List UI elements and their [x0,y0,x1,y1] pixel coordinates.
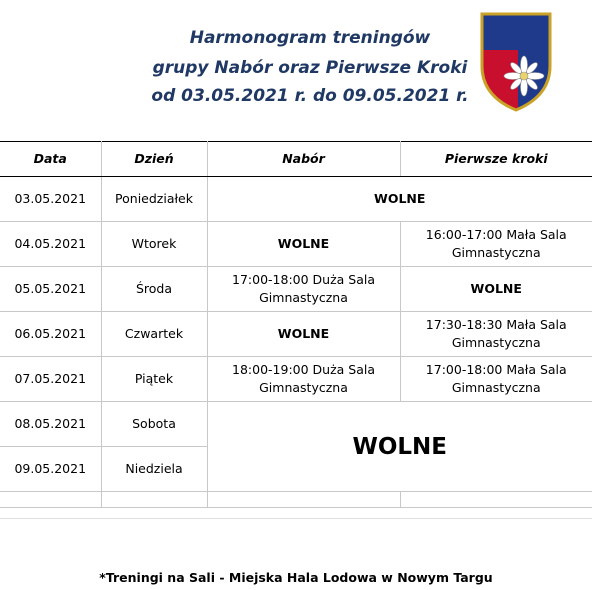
footer-note: *Treningi na Sali - Miejska Hala Lodowa w Nowym Targu [99,570,493,585]
cell-merged: WOLNE [207,177,592,222]
title-line-3: od 03.05.2021 r. do 09.05.2021 r. [151,86,469,106]
title-line-2: grupy Nabór oraz Pierwsze Kroki [152,58,468,78]
empty-cell [400,492,592,508]
empty-row [0,492,592,508]
title-line-1: Harmonogram treningów [189,28,431,48]
cell-day: Wtorek [101,222,207,267]
cell-date: 05.05.2021 [0,267,101,312]
cell-pierwsze: 17:00-18:00 Mała Sala Gimnastyczna [400,357,592,402]
schedule-table [0,141,592,508]
cell-day: Piątek [101,357,207,402]
header-nabor: Nabór [207,142,400,177]
cell-date: 07.05.2021 [0,357,101,402]
header-date: Data [0,142,101,177]
table-row [0,312,592,357]
weekend-merged-cell: WOLNE [207,402,592,492]
header-pierwsze: Pierwsze kroki [400,142,592,177]
table-row [0,267,592,312]
table-row [0,402,592,447]
cell-day: Niedziela [101,447,207,492]
cell-nabor: 18:00-19:00 Duża Sala Gimnastyczna [207,357,400,402]
cell-pierwsze: WOLNE [400,267,592,312]
cell-date: 09.05.2021 [0,447,101,492]
cell-date: 06.05.2021 [0,312,101,357]
cell-date: 08.05.2021 [0,402,101,447]
header-day: Dzień [101,142,207,177]
cell-day: Poniedziałek [101,177,207,222]
cell-day: Sobota [101,402,207,447]
empty-cell [101,492,207,508]
table-row [0,357,592,402]
cell-nabor: WOLNE [207,222,400,267]
cell-nabor: 17:00-18:00 Duża Sala Gimnastyczna [207,267,400,312]
cell-date: 04.05.2021 [0,222,101,267]
divider [0,518,592,519]
cell-pierwsze: 17:30-18:30 Mała Sala Gimnastyczna [400,312,592,357]
cell-nabor: WOLNE [207,312,400,357]
cell-date: 03.05.2021 [0,177,101,222]
cell-day: Środa [101,267,207,312]
table-row [0,222,592,267]
club-logo [478,10,554,114]
empty-cell [207,492,400,508]
table-row [0,177,592,222]
cell-day: Czwartek [101,312,207,357]
empty-cell [0,492,101,508]
table-header-row [0,142,592,177]
cell-pierwsze: 16:00-17:00 Mała Sala Gimnastyczna [400,222,592,267]
